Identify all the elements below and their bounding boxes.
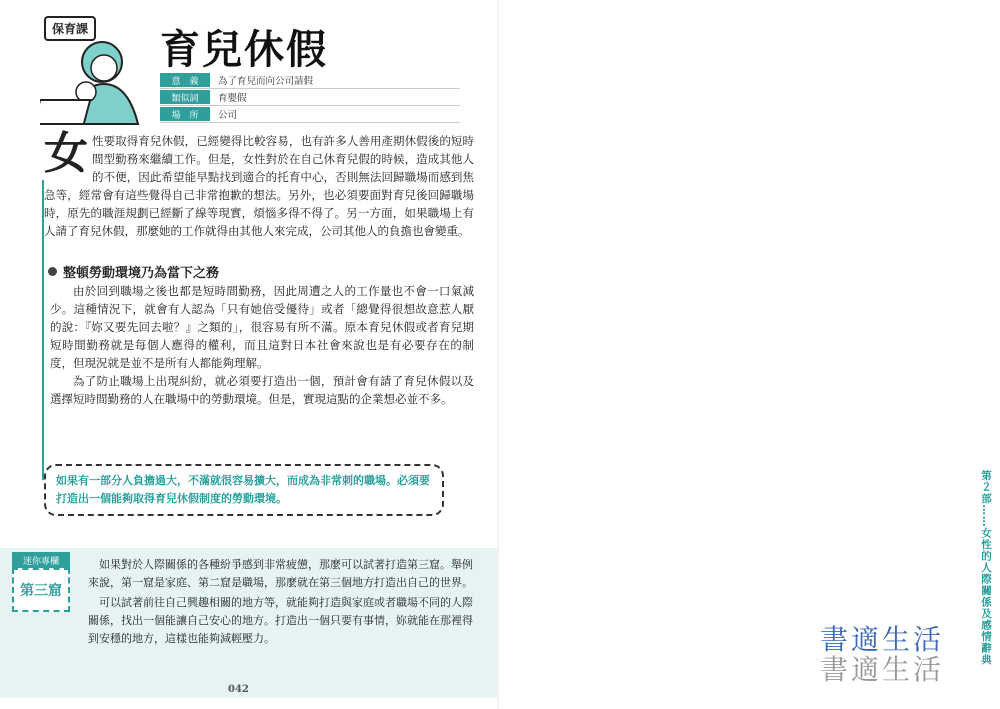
body-paragraph: 由於回到職場之後也都是短時間勤務，因此周遭之人的工作量也不會一口氣減少。這種情況下，就會有人認為「只有她倍受優待」或者「總覺得很想故意惹人厭的說：『妳又要先回去啦？』之類的」，很容易有所不滿。原本育兒休假或者育兒期短時間勤務就是每個人應得的權利，而且這對日本社會來說也是有必要存在的制度，但現況就是並不是所有人都能夠理解。 <box>50 284 474 370</box>
bullet-dot-icon <box>48 267 57 276</box>
meta-key: 意 義 <box>160 73 210 87</box>
meta-key: 場 所 <box>160 107 210 121</box>
section-body <box>50 282 474 408</box>
meta-row-place <box>160 106 460 123</box>
dropcap: 女 <box>44 128 88 179</box>
meta-row-synonym <box>160 89 460 106</box>
daycare-tag: 保育課 <box>44 16 96 41</box>
meta-value: 育嬰假 <box>218 93 247 104</box>
section-heading <box>48 262 219 281</box>
entry-body <box>44 128 474 240</box>
watermark: 書適生活 <box>820 653 945 686</box>
watermark: 書適生活 <box>820 623 945 656</box>
column-text <box>88 556 480 650</box>
entry-meta-table <box>160 72 460 123</box>
entry-title: 育兒休假 <box>160 26 328 73</box>
summary-callout: 如果有一部分人負擔過大，不滿就很容易擴大，而成為非常刺的職場。必須要打造出一個能夠取得育兒休假制度的勞動環境。 <box>44 464 444 516</box>
meta-value: 為了育兒而向公司請假 <box>218 76 314 87</box>
meta-key: 類似詞 <box>160 90 210 104</box>
meta-row-meaning <box>160 72 460 89</box>
section-title: 整頓勞動環境乃為當下之務 <box>63 266 220 281</box>
column-title: 第三窟 <box>12 568 70 612</box>
chapter-side-tab: 第２部……女性的人際關係及感情辭典 <box>980 470 992 666</box>
body-paragraph: 為了防止職場上出現糾紛，就必須要打造出一個，預計會有請了育兒休假以及選擇短時間勤務的人在職場中的勞動環境。但是，實現這點的企業想必並不多。 <box>50 374 474 406</box>
meta-value: 公司 <box>218 110 238 121</box>
mother-baby-illustration <box>40 26 150 126</box>
column-paragraph: 如果對於人際關係的各種紛爭感到非常疲憊，那麼可以試著打造第三窟。舉例來說，第一窟是家庭、第二窟是職場，那麼就在第三個地方打造出自己的世界。 <box>88 558 473 589</box>
column-paragraph: 可以試著前往自己興趣相關的地方等，就能夠打造與家庭或者職場不同的人際關係，找出一個能讓自己安心的地方。打造出一個只要有事情，妳就能在那裡得到安穩的地方，這樣也能夠減輕壓力。 <box>88 596 473 645</box>
page-number: 042 <box>228 684 249 695</box>
column-label: 迷你專欄 <box>12 552 70 569</box>
right-page <box>500 0 1000 709</box>
body-paragraph: 性要取得育兒休假，已經變得比較容易，也有許多人善用產期休假後的短時間型勤務來繼續工作。但是，女性對於在自己休育兒假的時候，造成其他人的不便，因此希望能早點找到適合的托育中心，否則無法回歸職場而感到焦急等，經常會有這些覺得自己非常抱歉的想法。另外，也必須要面對育兒後回歸職場時，原先的職涯規劃已經斷了線等現實，煩惱多得不得了。另一方面，如果職場上有人請了育兒休假，那麼她的工作就得由其他人來完成，公司其他人的負擔也會變重。 <box>44 134 474 238</box>
